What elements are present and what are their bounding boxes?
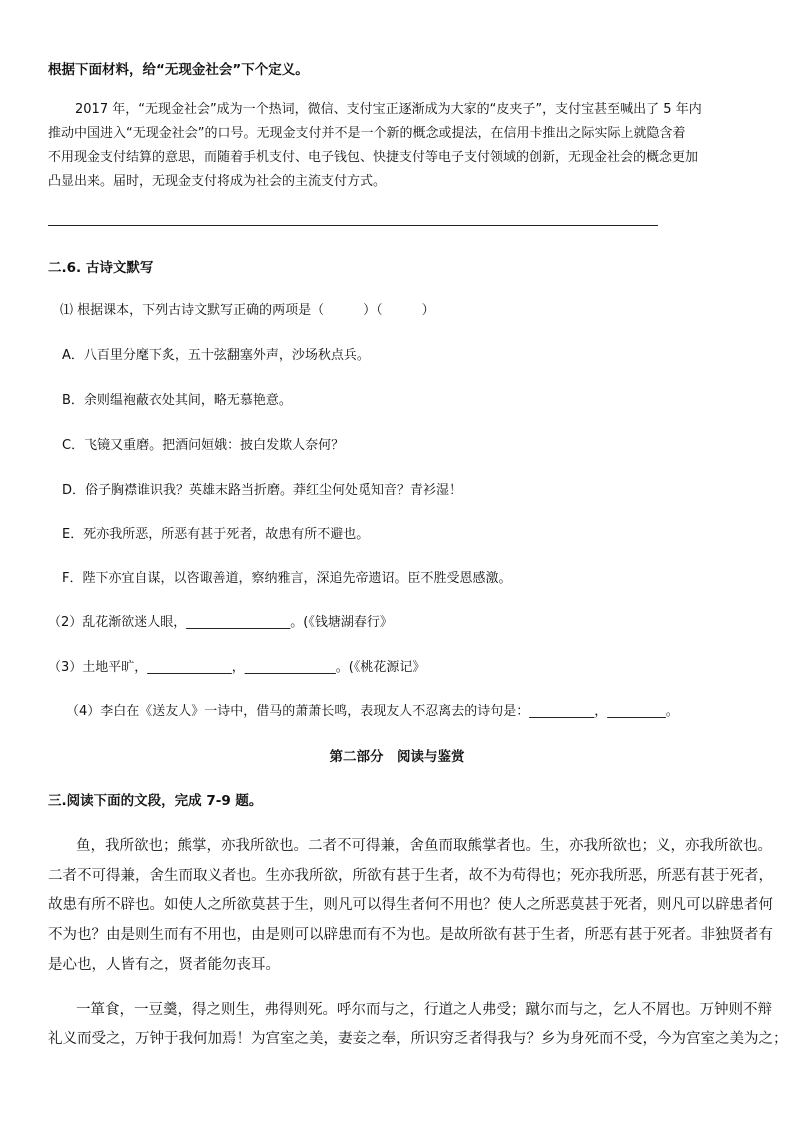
q1-paragraph-line-4: 凸显出来。届时，无现金支付将成为社会的主流支付方式。 xyxy=(48,174,387,189)
q6-option-b: B．余则缊袍蔽衣处其间，略无慕艳意。 xyxy=(62,393,292,408)
q6-sub4: （4）李白在《送友人》一诗中，借马的萧萧长鸣，表现友人不忍离去的诗句是：__________，_________。 xyxy=(66,704,679,719)
q6-option-e: E．死亦我所恶，所恶有甚于死者，故患有所不避也。 xyxy=(62,527,370,542)
q6-heading: 二.6. 古诗文默写 xyxy=(48,260,154,276)
q3-p2-line-2: 礼义而受之，万钟于我何加焉！为宫室之美，妻妾之奉，所识穷乏者得我与？乡为身死而不受，今为宫室之美为之； xyxy=(48,1031,788,1047)
q3-p2-line-1: 一箪食，一豆羹，得之则生，弗得则死。呼尔而与之，行道之人弗受；蹴尔而与之，乞人不屑也。万钟则不辩 xyxy=(76,1002,772,1018)
q1-paragraph-line-3: 不用现金支付结算的意思，而随着手机支付、电子钱包、快捷支付等电子支付领域的创新，无现金社会的概念更加 xyxy=(48,150,699,165)
q6-sub1: ⑴ 根据课本，下列古诗文默写正确的两项是（ ）（ ） xyxy=(60,303,435,318)
answer-line xyxy=(48,225,658,226)
q3-p1-line-3: 故患有所不辟也。如使人之所欲莫甚于生，则凡可以得生者何不用也？使人之所恶莫甚于死者，则凡可以辟患者何 xyxy=(48,897,773,913)
q1-paragraph-line-2: 推动中国进入“无现金社会”的口号。无现金支付并不是一个新的概念或提法，在信用卡推出之际实际上就隐含着 xyxy=(48,126,686,141)
q1-heading: 根据下面材料，给“无现金社会”下个定义。 xyxy=(48,62,309,78)
q6-option-f: F．陛下亦宜自谋，以咨诹善道，察纳雅言，深追先帝遗诏。臣不胜受恩感激。 xyxy=(62,571,512,586)
part2-title: 第二部分 阅读与鉴赏 xyxy=(329,749,465,765)
q6-sub3: （3）土地平旷，_____________，______________。(《桃花源记》 xyxy=(48,660,426,675)
q6-sub2: （2）乱花渐欲迷人眼，________________。(《钱塘湖春行》 xyxy=(48,615,393,630)
q3-p1-line-2: 二者不可得兼，舍生而取义者也。生亦我所欲，所欲有甚于生者，故不为苟得也；死亦我所恶，所恶有甚于死者， xyxy=(48,868,773,884)
q6-option-a: A．八百里分麾下炙，五十弦翻塞外声，沙场秋点兵。 xyxy=(62,348,370,363)
q3-p1-line-1: 鱼，我所欲也；熊掌，亦我所欲也。二者不可得兼，舍鱼而取熊掌者也。生，亦我所欲也；义，亦我所欲也。 xyxy=(76,838,772,854)
q6-option-c: C．飞镜又重磨。把酒问姮娥：披白发欺人奈何？ xyxy=(62,438,345,453)
q3-p1-line-5: 是心也，人皆有之，贤者能勿丧耳。 xyxy=(48,957,280,973)
q1-paragraph-line-1: 2017 年，“无现金社会”成为一个热词，微信、支付宝正逐渐成为大家的“皮夹子”，支付宝甚至喊出了 5 年内 xyxy=(75,102,702,117)
q3-heading: 三.阅读下面的文段，完成 7-9 题。 xyxy=(48,793,263,809)
q6-option-d: D．俗子胸襟谁识我？英雄末路当折磨。莽红尘何处觅知音？青衫湿！ xyxy=(62,483,463,498)
q3-p1-line-4: 不为也？由是则生而有不用也，由是则可以辟患而有不为也。是故所欲有甚于生者，所恶有甚于死者。非独贤者有 xyxy=(48,927,773,943)
